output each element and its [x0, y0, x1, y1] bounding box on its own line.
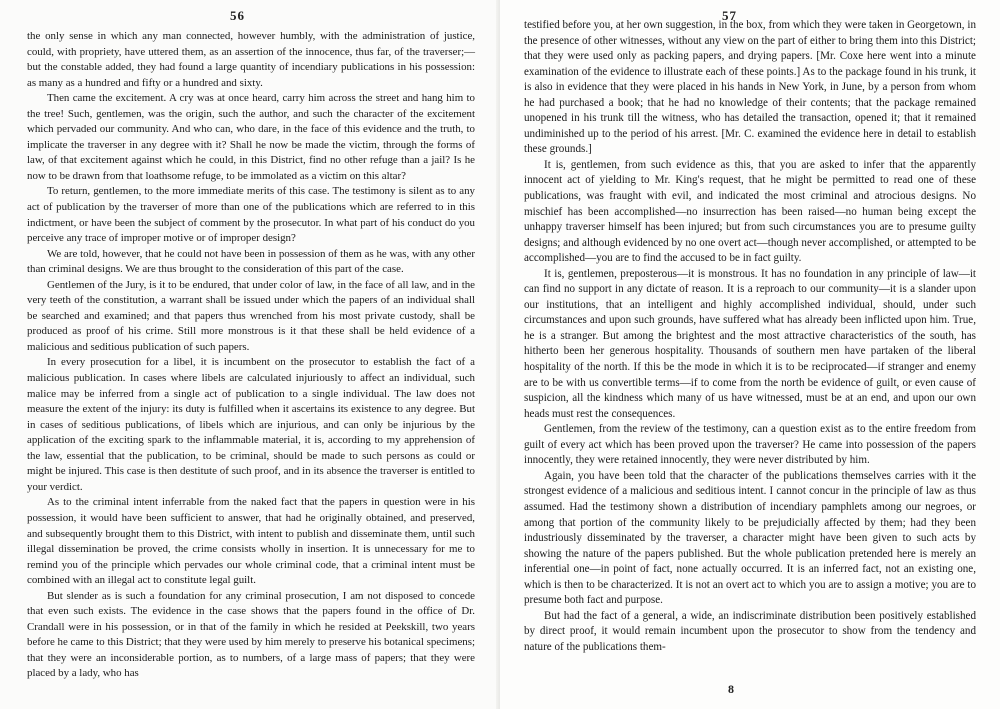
left-paragraph: In every prosecution for a libel, it is incumbent on the prosecutor to establish the fact of a malicious publication. In cases where libels are calculated injuriously to affect an individual, such malice may be inferred from a single act of publication to a single individual. The law does not measure the extent of the injury: its duty is fulfilled when it ascertains its existence to any degree. But in cases of seditious publications, of libels which are injurious, and can only be injurious by the application of the exciting spark to the inflammable material, it is, according to my apprehension of the law, essential that the publication, to be criminal, should be made to such persons as could or might be injured. This case is then destitute of such proof, and in its absence the traverser is entitled to your verdict. [27, 356, 475, 493]
left-paragraph: the only sense in which any man connected, however humbly, with the administration of justice, could, with propriety, have uttered them, as an assertion of the innocence, thus far, of the traverser;—but the constable added, they had found a large quantity of incendiary publications in his possession: as many as a hundred and fifty or a hundred and sixty. [27, 30, 475, 89]
left-paragraph: Gentlemen of the Jury, is it to be endured, that under color of law, in the face of all law, and in the very teeth of the constitution, a warrant shall be issued under which the papers of an individual shall be searched and examined; and that papers thus wrenched from his most private custody, shall be produced as proof of his crime. Still more monstrous is it that these shall be held evidence of a malicious and seditious publication of such papers. [27, 278, 475, 353]
left-paragraph: We are told, however, that he could not have been in possession of them as he was, with any other than criminal designs. We are thus brought to the consideration of this part of the case. [27, 247, 475, 276]
left-page-number: 56 [230, 8, 245, 23]
right-page-text [524, 18, 976, 655]
left-page-text [27, 29, 475, 682]
signature-mark: 8 [728, 682, 734, 696]
right-paragraph: But had the fact of a general, a wide, an indiscriminate distribution been positively established by direct proof, it would remain incumbent upon the prosecutor to show from the tendency and nature of the publications them- [524, 609, 976, 653]
right-paragraph: It is, gentlemen, preposterous—it is monstrous. It has no foundation in any principle of law—it can find no support in any dictate of reason. It is a reproach to our community—it is a slander upon our institutions, that an intelligent and highly accomplished individual, should, under such circumstances and upon such grounds, have suffered what has already been inflicted upon him. True, he is a stranger. But among the brightest and the most attractive characteristics of the south, has hitherto been her generous hospitality. Thousands of southern men have partaken of the liberal hospitality of the north. If this be the mode in which it is to be reciprocated—if stranger and enemy are to be with us convertible terms—if to come from the north be evidence of guilt, or even cause of suspicion, all the kindness which many of us have witnessed, must be at an end, and upon our own heads must rest the consequences. [524, 267, 976, 420]
left-paragraph: Then came the excitement. A cry was at once heard, carry him across the street and hang him to the tree! Such, gentlemen, was the origin, such the author, and such the character of the excitement which pervaded our community. And who can, who dare, in the face of this evidence and the truth, to implicate the traverser in any degree with it? Shall he now be made the victim, through the forms of law, of that excitement against which he could, in this District, find no other refuge than a jail? Is he now to be drawn from that loathsome refuge, to be immolated as a victim on this altar? [27, 92, 475, 182]
right-page-number: 57 [722, 8, 737, 23]
right-page [500, 0, 1000, 709]
right-paragraph: testified before you, at her own suggestion, in the box, from which they were taken in Georgetown, in the presence of other witnesses, without any view on the part of either to bring them into this District; that they were used only as packing papers, and drying papers. [Mr. Coxe here went into a minute examination of the evidence to illustrate each of these points.] As to the package found in his trunk, it is also in evidence that they were placed in his hands in New York, in June, by a person from whom he had purchased a book; that he had no knowledge of their contents; that the package remained unopened in his trunk till the witness, who has detailed the transaction, opened it; that it remained undiminished up to the period of his arrest. [Mr. C. examined the evidence here in detail to establish these grounds.] [524, 19, 976, 156]
right-paragraph: Gentlemen, from the review of the testimony, can a question exist as to the entire freedom from guilt of every act which has been proved upon the traverser? He came into possession of the papers innocently, they were retained innocently, they were never distributed by him. [524, 423, 976, 467]
left-paragraph: But slender as is such a foundation for any criminal prosecution, I am not disposed to concede that even such exists. The evidence in the case shows that the papers found in the office of Dr. Crandall were in his possession, or in that of the family in which he resided at Peekskill, two years before he came to this District; that they were used by him merely to preserve his botanical specimens; that they were an inconsiderable portion, as to numbers, of a large mass of papers; that they were placed by a lady, who has [27, 589, 475, 680]
left-paragraph: As to the criminal intent inferrable from the naked fact that the papers in question were in his possession, it would have been sufficient to answer, that had he originally obtained, and preserved, and subsequently brought them to this District, with intent to publish and disseminate them, until such illegal dissemination be proved, the crime consists wholly in insertion. It is unnecessary for me to remind you of the principle which pervades our whole criminal code, that a criminal intent must be combined with an illegal act to constitute legal guilt. [27, 496, 475, 587]
right-paragraph: It is, gentlemen, from such evidence as this, that you are asked to infer that the apparently innocent act of yielding to Mr. King's request, that he might be permitted to read one of these publications, was fraught with evil, and indicated the most criminal and atrocious designs. No mischief has been accomplished—no insurrection has been raised—no human being except the unhappy traverser himself has been injured; but from such circumstances you are to presume guilty designs; and although evidenced by no one overt act—though never accomplished, or attempted to be accomplished—you are to find the accused to be in fact guilty. [524, 158, 976, 265]
right-paragraph: Again, you have been told that the character of the publications themselves carries with it the strongest evidence of a malicious and seditious intent. I cannot concur in the principle of law as thus assumed. Had the testimony shown a distribution of incendiary pamphlets among our negroes, or among that portion of the community likely to be prejudicially affected by them; had they been industriously disseminated by the traverser, a character might have been given to such acts by showing the nature of the papers published. But the whole publication pretended here is merely an inferential one—in point of fact, none actually occurred. It is an inferred fact, not an existing one, which is then to be characterized. It is not an overt act to which you are to assign a motive; you are to presume both fact and purpose. [524, 469, 976, 607]
left-paragraph: To return, gentlemen, to the more immediate merits of this case. The testimony is silent as to any act of publication by the traverser of more than one of the publications which are referred to in this indictment, or have been the subject of comment by the prosecutor. In what part of his conduct do you perceive any trace of improper motive or of improper design? [27, 185, 475, 245]
